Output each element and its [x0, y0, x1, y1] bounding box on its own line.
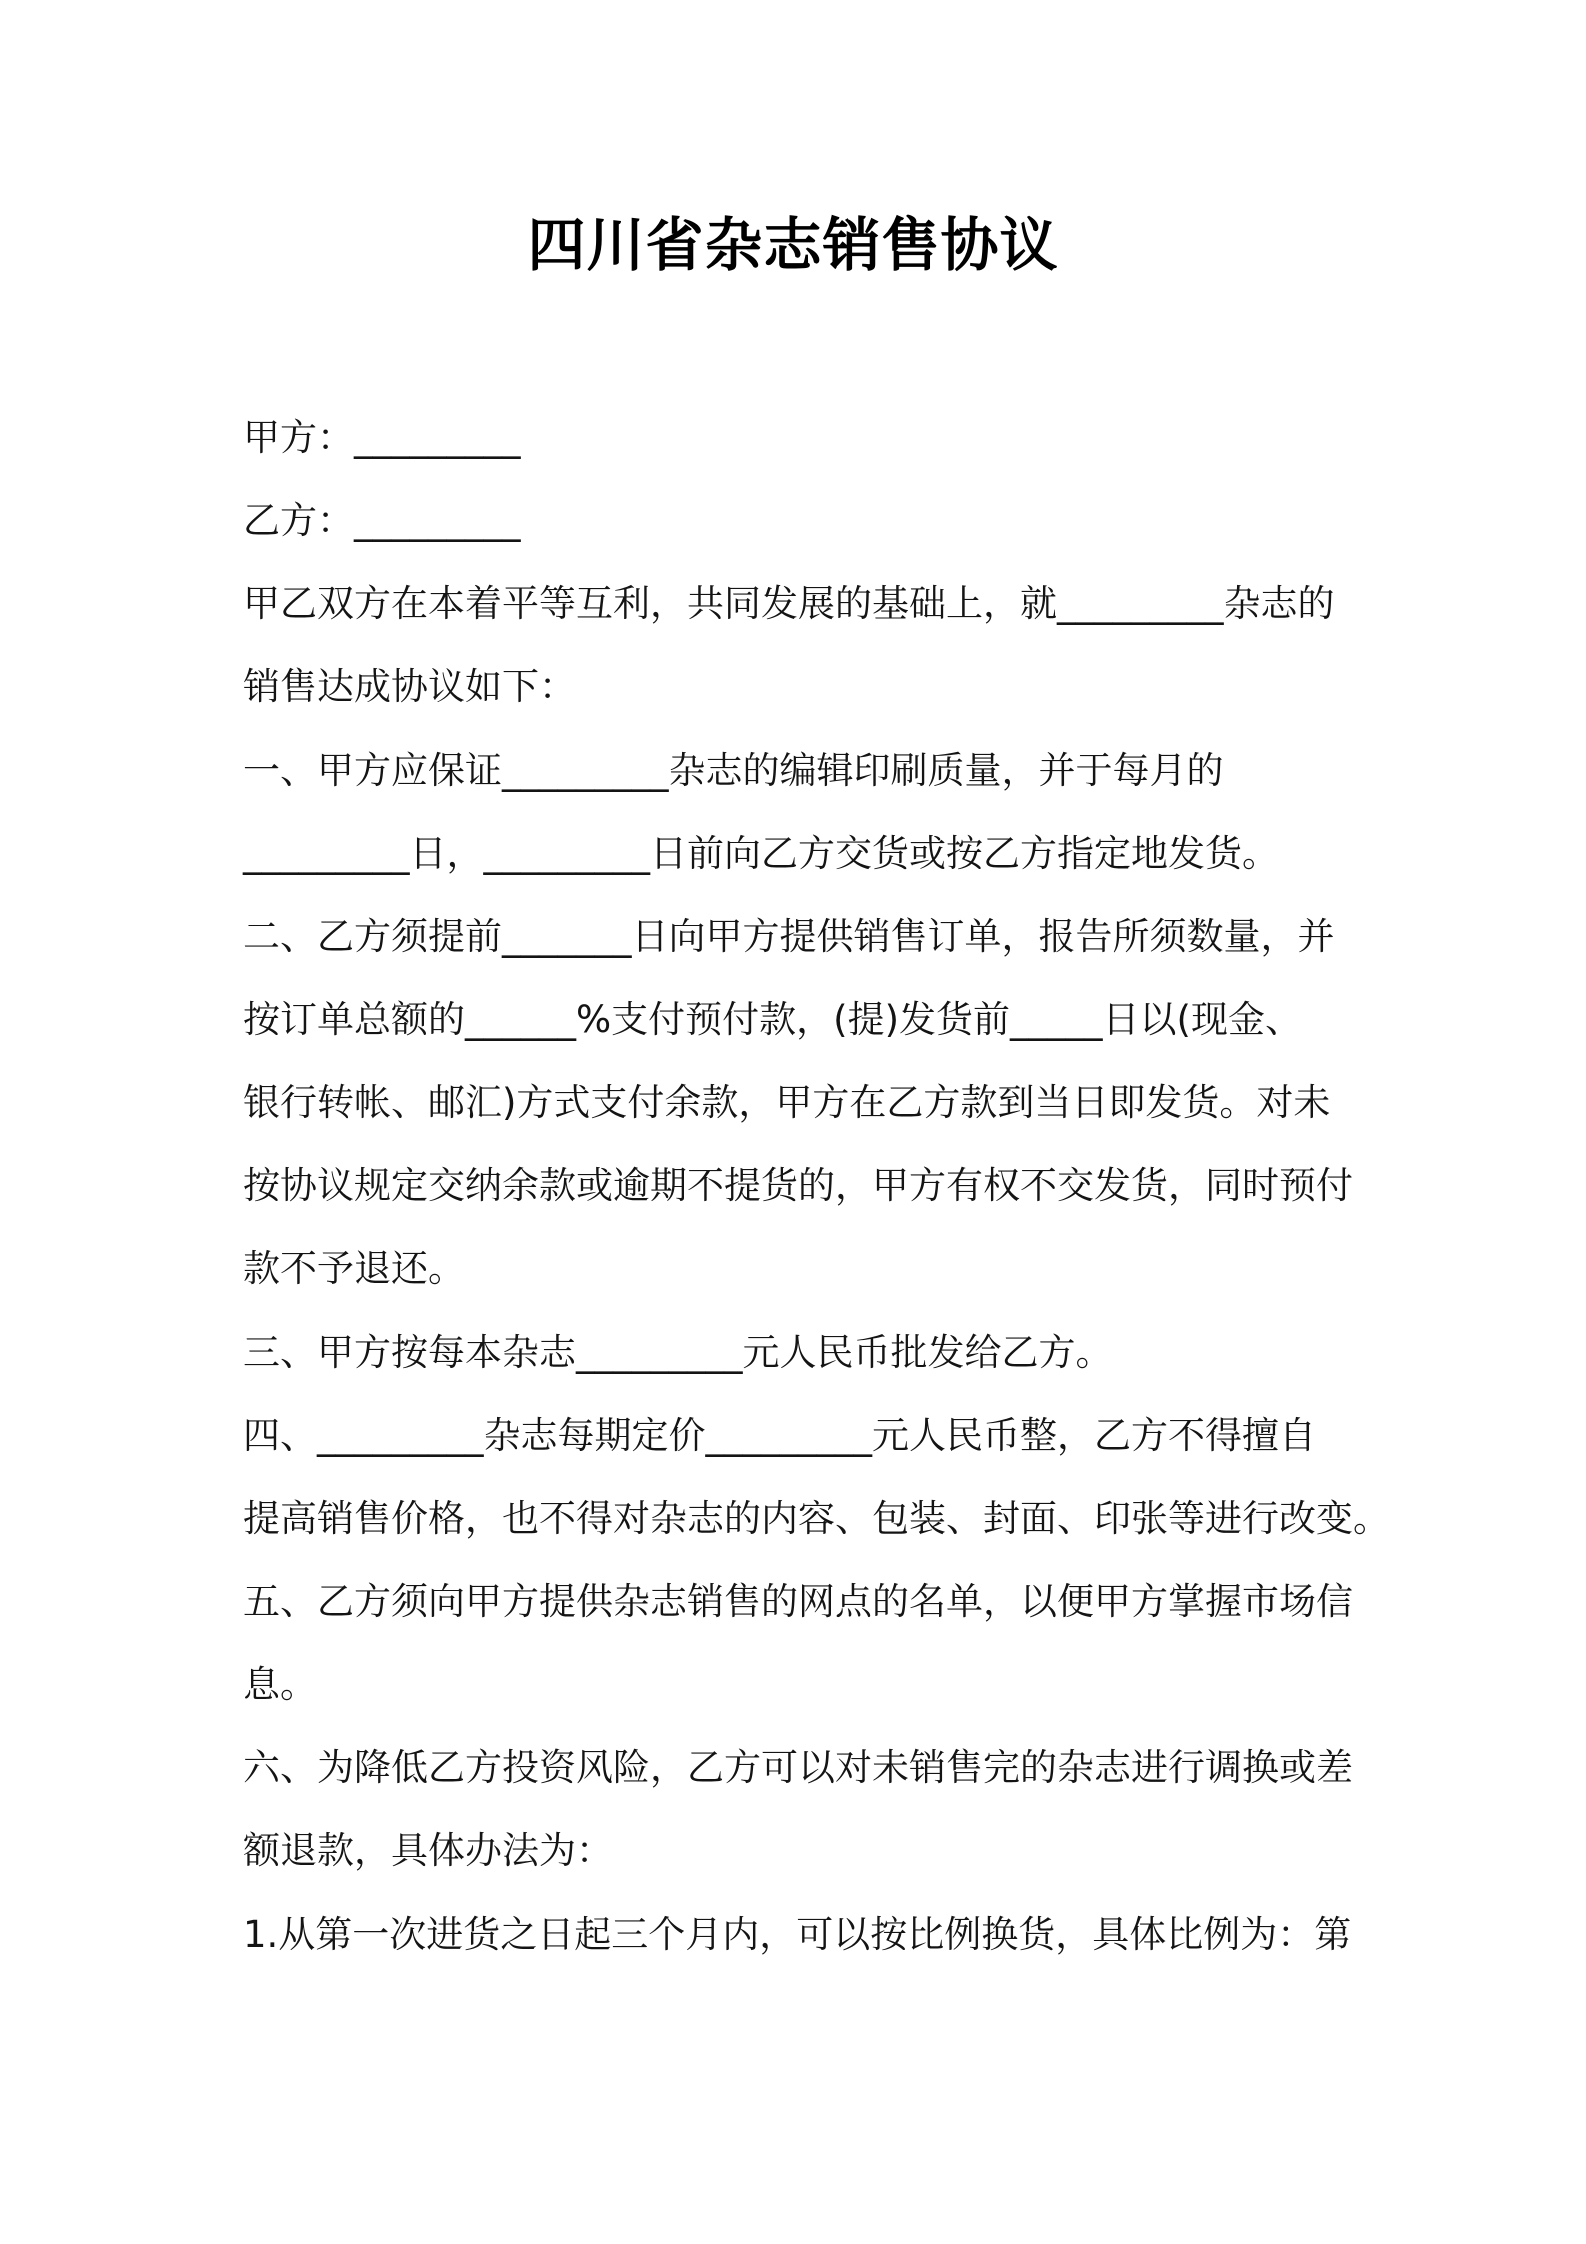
clause-6-line-2: 额退款，具体办法为： — [243, 1829, 613, 1872]
clause-5-line-2: 息。 — [243, 1663, 317, 1706]
clause-2-line-3: 银行转帐、邮汇)方式支付余款，甲方在乙方款到当日即发货。对未 — [243, 1081, 1331, 1124]
party-a-line: 甲方：_________ — [243, 416, 521, 459]
preamble-line-2: 销售达成协议如下： — [243, 665, 576, 708]
clause-6-line-1: 六、为降低乙方投资风险，乙方可以对未销售完的杂志进行调换或差 — [243, 1746, 1353, 1789]
clause-1-line-1: 一、甲方应保证_________杂志的编辑印刷质量，并于每月的 — [243, 749, 1224, 792]
preamble-line-1: 甲乙双方在本着平等互利，共同发展的基础上，就_________杂志的 — [243, 582, 1335, 625]
clause-2-line-5: 款不予退还。 — [243, 1247, 465, 1290]
clause-3-line-1: 三、甲方按每本杂志_________元人民币批发给乙方。 — [243, 1331, 1113, 1374]
clause-5-line-1: 五、乙方须向甲方提供杂志销售的网点的名单，以便甲方掌握市场信 — [243, 1580, 1353, 1623]
clause-4-line-1: 四、_________杂志每期定价_________元人民币整，乙方不得擅自 — [243, 1414, 1316, 1457]
clause-6-item-1-line-1: 1.从第一次进货之日起三个月内，可以按比例换货，具体比例为：第 — [243, 1913, 1352, 1956]
clause-1-line-2: _________日，_________日前向乙方交货或按乙方指定地发货。 — [243, 832, 1279, 875]
page-title: 四川省杂志销售协议 — [527, 211, 1059, 279]
party-b-line: 乙方：_________ — [243, 499, 521, 542]
clause-4-line-2: 提高销售价格，也不得对杂志的内容、包装、封面、印张等进行改变。 — [243, 1497, 1390, 1540]
clause-2-line-4: 按协议规定交纳余款或逾期不提货的，甲方有权不交发货，同时预付 — [243, 1164, 1353, 1207]
clause-2-line-2: 按订单总额的______%支付预付款，(提)发货前_____日以(现金、 — [243, 998, 1302, 1041]
clause-2-line-1: 二、乙方须提前_______日向甲方提供销售订单，报告所须数量，并 — [243, 915, 1335, 958]
